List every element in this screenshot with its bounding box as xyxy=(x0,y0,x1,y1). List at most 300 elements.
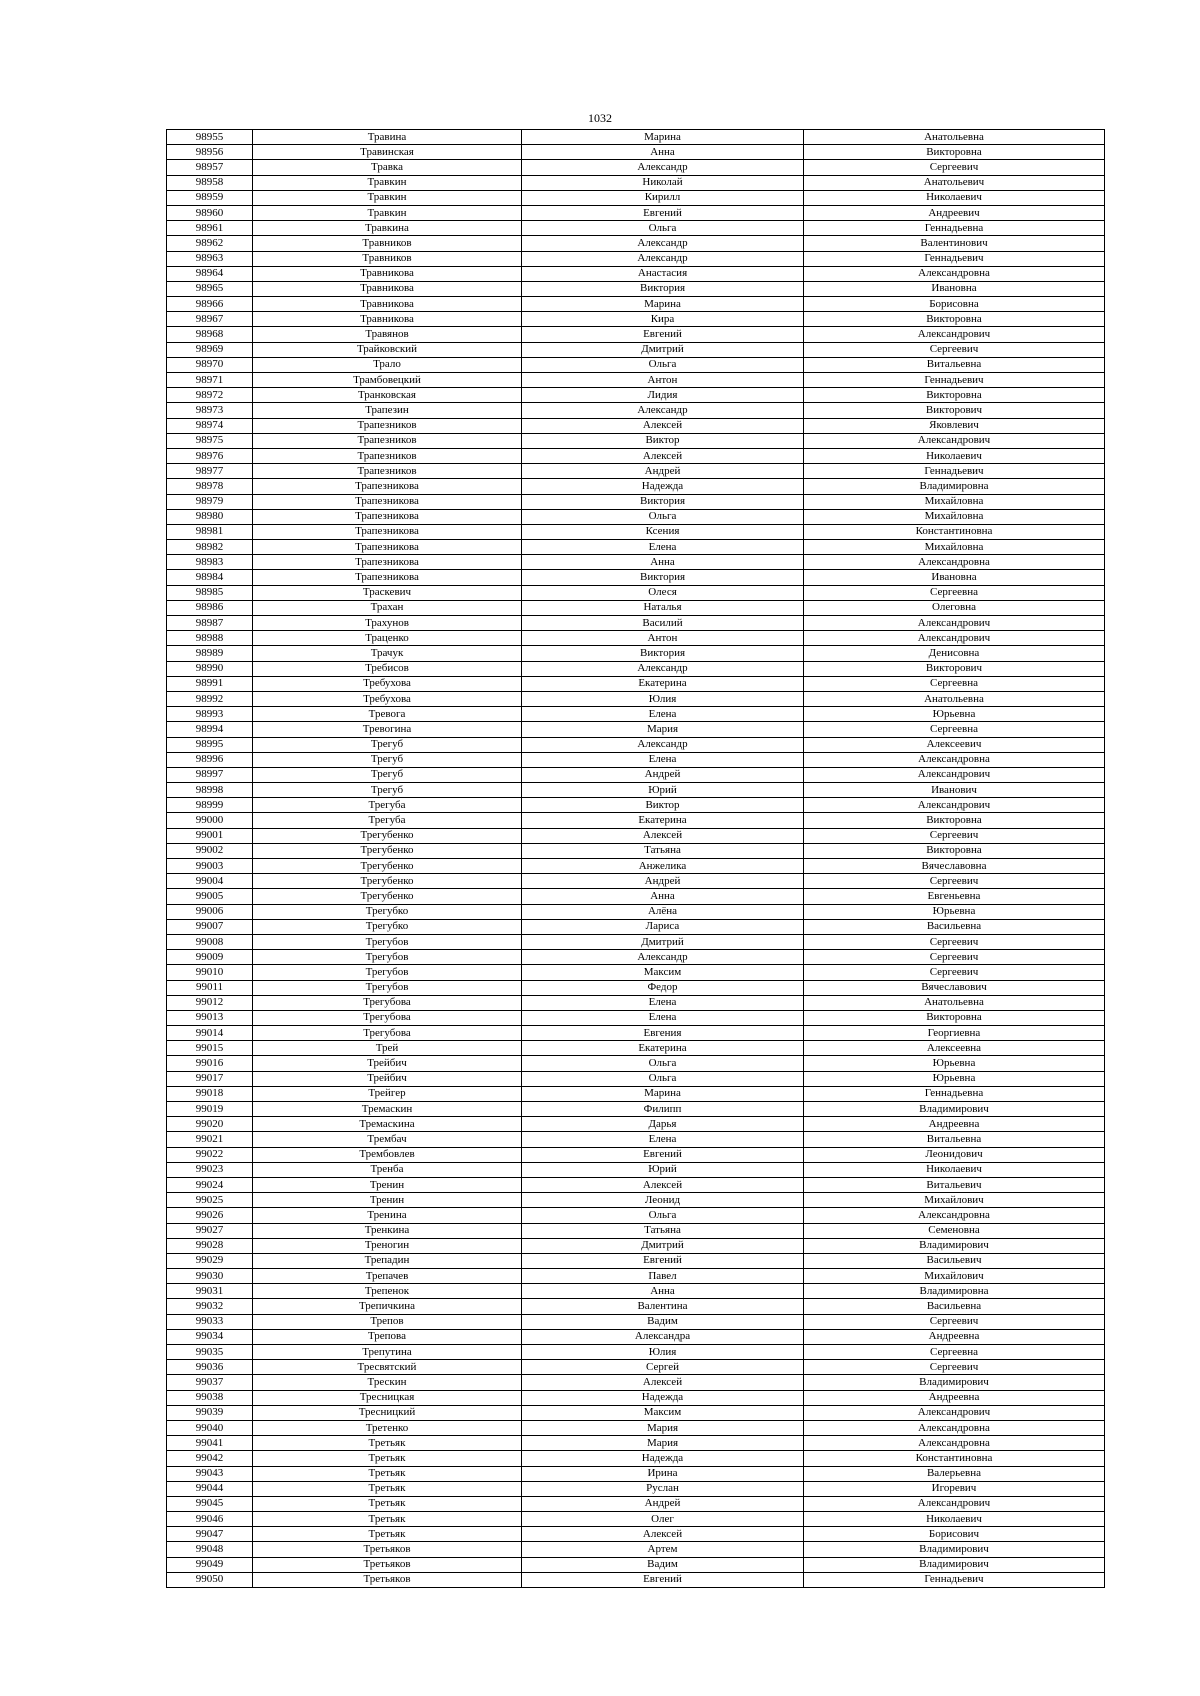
row-number-cell: 98982 xyxy=(167,540,253,555)
table-row xyxy=(167,1420,1105,1435)
table-row xyxy=(167,722,1105,737)
first-name-cell: Валентина xyxy=(522,1299,804,1314)
first-name-cell: Олеся xyxy=(522,585,804,600)
row-number-cell: 99044 xyxy=(167,1481,253,1496)
row-number-cell: 98961 xyxy=(167,221,253,236)
row-number-cell: 99010 xyxy=(167,965,253,980)
table-row xyxy=(167,646,1105,661)
last-name-cell: Трейбич xyxy=(253,1071,522,1086)
row-number-cell: 99041 xyxy=(167,1436,253,1451)
middle-name-cell: Владимирович xyxy=(804,1557,1105,1572)
last-name-cell: Травникова xyxy=(253,312,522,327)
middle-name-cell: Михайловна xyxy=(804,494,1105,509)
row-number-cell: 99050 xyxy=(167,1572,253,1587)
first-name-cell: Александр xyxy=(522,661,804,676)
last-name-cell: Трапезин xyxy=(253,403,522,418)
table-row xyxy=(167,1329,1105,1344)
last-name-cell: Травкин xyxy=(253,175,522,190)
last-name-cell: Травникова xyxy=(253,297,522,312)
first-name-cell: Александр xyxy=(522,236,804,251)
last-name-cell: Трегубов xyxy=(253,934,522,949)
last-name-cell: Третьяков xyxy=(253,1557,522,1572)
row-number-cell: 99015 xyxy=(167,1041,253,1056)
last-name-cell: Тремаскина xyxy=(253,1117,522,1132)
first-name-cell: Антон xyxy=(522,631,804,646)
table-row xyxy=(167,494,1105,509)
row-number-cell: 99042 xyxy=(167,1451,253,1466)
table-row xyxy=(167,1147,1105,1162)
row-number-cell: 98977 xyxy=(167,464,253,479)
row-number-cell: 98980 xyxy=(167,509,253,524)
row-number-cell: 99005 xyxy=(167,889,253,904)
middle-name-cell: Константиновна xyxy=(804,1451,1105,1466)
last-name-cell: Трембач xyxy=(253,1132,522,1147)
middle-name-cell: Сергеевич xyxy=(804,965,1105,980)
table-row xyxy=(167,1071,1105,1086)
table-row xyxy=(167,1542,1105,1557)
table-row xyxy=(167,1451,1105,1466)
middle-name-cell: Геннадьевич xyxy=(804,251,1105,266)
first-name-cell: Екатерина xyxy=(522,676,804,691)
middle-name-cell: Владимирович xyxy=(804,1375,1105,1390)
table-row xyxy=(167,1390,1105,1405)
last-name-cell: Трегубова xyxy=(253,1026,522,1041)
first-name-cell: Андрей xyxy=(522,1496,804,1511)
row-number-cell: 98957 xyxy=(167,160,253,175)
middle-name-cell: Геннадьевна xyxy=(804,1086,1105,1101)
last-name-cell: Тренина xyxy=(253,1208,522,1223)
page-number: 1032 xyxy=(588,111,612,125)
last-name-cell: Трегубенко xyxy=(253,889,522,904)
table-row xyxy=(167,1208,1105,1223)
first-name-cell: Дмитрий xyxy=(522,1238,804,1253)
row-number-cell: 99018 xyxy=(167,1086,253,1101)
first-name-cell: Алексей xyxy=(522,1177,804,1192)
first-name-cell: Евгений xyxy=(522,1572,804,1587)
first-name-cell: Юлия xyxy=(522,1345,804,1360)
last-name-cell: Трегубенко xyxy=(253,859,522,874)
row-number-cell: 99039 xyxy=(167,1405,253,1420)
first-name-cell: Александра xyxy=(522,1329,804,1344)
middle-name-cell: Александровна xyxy=(804,266,1105,281)
row-number-cell: 99009 xyxy=(167,950,253,965)
first-name-cell: Мария xyxy=(522,1420,804,1435)
middle-name-cell: Леонидович xyxy=(804,1147,1105,1162)
row-number-cell: 98994 xyxy=(167,722,253,737)
row-number-cell: 98981 xyxy=(167,524,253,539)
table-row xyxy=(167,661,1105,676)
last-name-cell: Трепов xyxy=(253,1314,522,1329)
first-name-cell: Александр xyxy=(522,403,804,418)
row-number-cell: 99046 xyxy=(167,1512,253,1527)
row-number-cell: 99034 xyxy=(167,1329,253,1344)
row-number-cell: 98959 xyxy=(167,190,253,205)
table-row xyxy=(167,190,1105,205)
middle-name-cell: Андреевна xyxy=(804,1117,1105,1132)
first-name-cell: Марина xyxy=(522,297,804,312)
middle-name-cell: Васильевна xyxy=(804,1299,1105,1314)
table-row xyxy=(167,1405,1105,1420)
last-name-cell: Трегуб xyxy=(253,783,522,798)
middle-name-cell: Юрьевна xyxy=(804,1056,1105,1071)
last-name-cell: Травкина xyxy=(253,221,522,236)
middle-name-cell: Александрович xyxy=(804,631,1105,646)
table-row xyxy=(167,342,1105,357)
middle-name-cell: Александрович xyxy=(804,616,1105,631)
table-row xyxy=(167,1557,1105,1572)
last-name-cell: Трепенок xyxy=(253,1284,522,1299)
row-number-cell: 99007 xyxy=(167,919,253,934)
row-number-cell: 98998 xyxy=(167,783,253,798)
first-name-cell: Наталья xyxy=(522,600,804,615)
table-row xyxy=(167,1269,1105,1284)
middle-name-cell: Александрович xyxy=(804,327,1105,342)
row-number-cell: 99038 xyxy=(167,1390,253,1405)
first-name-cell: Виктория xyxy=(522,494,804,509)
first-name-cell: Юрий xyxy=(522,1162,804,1177)
row-number-cell: 99049 xyxy=(167,1557,253,1572)
first-name-cell: Александр xyxy=(522,737,804,752)
row-number-cell: 98965 xyxy=(167,281,253,296)
first-name-cell: Евгений xyxy=(522,1253,804,1268)
row-number-cell: 98990 xyxy=(167,661,253,676)
row-number-cell: 99027 xyxy=(167,1223,253,1238)
middle-name-cell: Георгиевна xyxy=(804,1026,1105,1041)
middle-name-cell: Яковлевич xyxy=(804,418,1105,433)
middle-name-cell: Михайловна xyxy=(804,540,1105,555)
middle-name-cell: Алексеевич xyxy=(804,737,1105,752)
row-number-cell: 99031 xyxy=(167,1284,253,1299)
table-row xyxy=(167,783,1105,798)
first-name-cell: Алексей xyxy=(522,828,804,843)
middle-name-cell: Игоревич xyxy=(804,1481,1105,1496)
first-name-cell: Ольга xyxy=(522,509,804,524)
last-name-cell: Травина xyxy=(253,130,522,145)
middle-name-cell: Сергеевна xyxy=(804,1345,1105,1360)
row-number-cell: 99008 xyxy=(167,934,253,949)
first-name-cell: Лидия xyxy=(522,388,804,403)
last-name-cell: Трепутина xyxy=(253,1345,522,1360)
table-row xyxy=(167,707,1105,722)
middle-name-cell: Анатольевич xyxy=(804,175,1105,190)
first-name-cell: Евгений xyxy=(522,327,804,342)
row-number-cell: 98985 xyxy=(167,585,253,600)
middle-name-cell: Борисовна xyxy=(804,297,1105,312)
row-number-cell: 98989 xyxy=(167,646,253,661)
table-row xyxy=(167,524,1105,539)
row-number-cell: 99011 xyxy=(167,980,253,995)
first-name-cell: Андрей xyxy=(522,767,804,782)
middle-name-cell: Юрьевна xyxy=(804,1071,1105,1086)
row-number-cell: 98967 xyxy=(167,312,253,327)
row-number-cell: 99029 xyxy=(167,1253,253,1268)
table-row xyxy=(167,1177,1105,1192)
row-number-cell: 99019 xyxy=(167,1102,253,1117)
middle-name-cell: Михайловна xyxy=(804,509,1105,524)
table-row xyxy=(167,266,1105,281)
row-number-cell: 99032 xyxy=(167,1299,253,1314)
first-name-cell: Лариса xyxy=(522,919,804,934)
first-name-cell: Андрей xyxy=(522,874,804,889)
first-name-cell: Дарья xyxy=(522,1117,804,1132)
table-row xyxy=(167,1314,1105,1329)
row-number-cell: 99026 xyxy=(167,1208,253,1223)
last-name-cell: Трайковский xyxy=(253,342,522,357)
last-name-cell: Трегуба xyxy=(253,813,522,828)
middle-name-cell: Валерьевна xyxy=(804,1466,1105,1481)
last-name-cell: Трегуб xyxy=(253,767,522,782)
first-name-cell: Елена xyxy=(522,1132,804,1147)
table-row xyxy=(167,251,1105,266)
first-name-cell: Филипп xyxy=(522,1102,804,1117)
middle-name-cell: Викторовна xyxy=(804,145,1105,160)
first-name-cell: Виктория xyxy=(522,281,804,296)
first-name-cell: Федор xyxy=(522,980,804,995)
middle-name-cell: Александрович xyxy=(804,1405,1105,1420)
first-name-cell: Екатерина xyxy=(522,813,804,828)
table-row xyxy=(167,752,1105,767)
row-number-cell: 99030 xyxy=(167,1269,253,1284)
row-number-cell: 98992 xyxy=(167,691,253,706)
first-name-cell: Максим xyxy=(522,1405,804,1420)
last-name-cell: Тренин xyxy=(253,1193,522,1208)
middle-name-cell: Сергеевна xyxy=(804,676,1105,691)
middle-name-cell: Александровна xyxy=(804,1436,1105,1451)
first-name-cell: Алексей xyxy=(522,1375,804,1390)
middle-name-cell: Иванович xyxy=(804,783,1105,798)
table-row xyxy=(167,388,1105,403)
middle-name-cell: Андреевич xyxy=(804,205,1105,220)
table-row xyxy=(167,1284,1105,1299)
first-name-cell: Павел xyxy=(522,1269,804,1284)
table-row xyxy=(167,980,1105,995)
table-row xyxy=(167,1223,1105,1238)
first-name-cell: Елена xyxy=(522,995,804,1010)
middle-name-cell: Витальевна xyxy=(804,1132,1105,1147)
table-row xyxy=(167,691,1105,706)
row-number-cell: 99033 xyxy=(167,1314,253,1329)
first-name-cell: Максим xyxy=(522,965,804,980)
last-name-cell: Третьяк xyxy=(253,1466,522,1481)
first-name-cell: Алексей xyxy=(522,418,804,433)
table-row xyxy=(167,448,1105,463)
first-name-cell: Анна xyxy=(522,145,804,160)
first-name-cell: Руслан xyxy=(522,1481,804,1496)
first-name-cell: Анжелика xyxy=(522,859,804,874)
table-row xyxy=(167,585,1105,600)
table-row xyxy=(167,828,1105,843)
last-name-cell: Трегубко xyxy=(253,904,522,919)
first-name-cell: Василий xyxy=(522,616,804,631)
table-row xyxy=(167,1527,1105,1542)
table-row xyxy=(167,221,1105,236)
middle-name-cell: Васильевна xyxy=(804,919,1105,934)
middle-name-cell: Сергеевич xyxy=(804,874,1105,889)
first-name-cell: Анна xyxy=(522,555,804,570)
table-row xyxy=(167,418,1105,433)
table-row xyxy=(167,236,1105,251)
table-row xyxy=(167,1041,1105,1056)
row-number-cell: 99024 xyxy=(167,1177,253,1192)
row-number-cell: 99023 xyxy=(167,1162,253,1177)
first-name-cell: Татьяна xyxy=(522,1223,804,1238)
last-name-cell: Трачук xyxy=(253,646,522,661)
last-name-cell: Трескин xyxy=(253,1375,522,1390)
table-row xyxy=(167,1253,1105,1268)
table-row xyxy=(167,889,1105,904)
row-number-cell: 98986 xyxy=(167,600,253,615)
table-row xyxy=(167,1375,1105,1390)
last-name-cell: Трегубенко xyxy=(253,828,522,843)
first-name-cell: Татьяна xyxy=(522,843,804,858)
middle-name-cell: Александровна xyxy=(804,1420,1105,1435)
middle-name-cell: Сергеевич xyxy=(804,1360,1105,1375)
row-number-cell: 99047 xyxy=(167,1527,253,1542)
last-name-cell: Трегубов xyxy=(253,950,522,965)
row-number-cell: 99002 xyxy=(167,843,253,858)
table-row xyxy=(167,798,1105,813)
table-row xyxy=(167,327,1105,342)
table-row xyxy=(167,904,1105,919)
table-row xyxy=(167,1512,1105,1527)
table-row xyxy=(167,767,1105,782)
row-number-cell: 99020 xyxy=(167,1117,253,1132)
last-name-cell: Травникова xyxy=(253,266,522,281)
row-number-cell: 99017 xyxy=(167,1071,253,1086)
row-number-cell: 98962 xyxy=(167,236,253,251)
row-number-cell: 98969 xyxy=(167,342,253,357)
row-number-cell: 99006 xyxy=(167,904,253,919)
last-name-cell: Третьяк xyxy=(253,1451,522,1466)
middle-name-cell: Викторовна xyxy=(804,843,1105,858)
middle-name-cell: Геннадьевич xyxy=(804,464,1105,479)
last-name-cell: Трепова xyxy=(253,1329,522,1344)
middle-name-cell: Александрович xyxy=(804,798,1105,813)
row-number-cell: 98960 xyxy=(167,205,253,220)
middle-name-cell: Васильевич xyxy=(804,1253,1105,1268)
last-name-cell: Трегубова xyxy=(253,1010,522,1025)
row-number-cell: 98955 xyxy=(167,130,253,145)
first-name-cell: Александр xyxy=(522,950,804,965)
last-name-cell: Травянов xyxy=(253,327,522,342)
first-name-cell: Ольга xyxy=(522,1056,804,1071)
table-row xyxy=(167,145,1105,160)
table-row xyxy=(167,1345,1105,1360)
last-name-cell: Трапезников xyxy=(253,418,522,433)
table-row xyxy=(167,843,1105,858)
last-name-cell: Трепичкина xyxy=(253,1299,522,1314)
first-name-cell: Леонид xyxy=(522,1193,804,1208)
first-name-cell: Елена xyxy=(522,707,804,722)
last-name-cell: Травников xyxy=(253,251,522,266)
first-name-cell: Ольга xyxy=(522,1071,804,1086)
middle-name-cell: Николаевич xyxy=(804,1162,1105,1177)
last-name-cell: Тренба xyxy=(253,1162,522,1177)
last-name-cell: Трапезников xyxy=(253,433,522,448)
last-name-cell: Третьяк xyxy=(253,1512,522,1527)
table-row xyxy=(167,479,1105,494)
middle-name-cell: Михайлович xyxy=(804,1269,1105,1284)
last-name-cell: Трегуба xyxy=(253,798,522,813)
row-number-cell: 98983 xyxy=(167,555,253,570)
row-number-cell: 98964 xyxy=(167,266,253,281)
row-number-cell: 99021 xyxy=(167,1132,253,1147)
last-name-cell: Травникова xyxy=(253,281,522,296)
middle-name-cell: Владимировна xyxy=(804,1284,1105,1299)
table-row xyxy=(167,433,1105,448)
middle-name-cell: Викторовна xyxy=(804,813,1105,828)
middle-name-cell: Викторовна xyxy=(804,312,1105,327)
last-name-cell: Трегуб xyxy=(253,737,522,752)
first-name-cell: Вадим xyxy=(522,1314,804,1329)
row-number-cell: 99045 xyxy=(167,1496,253,1511)
first-name-cell: Евгений xyxy=(522,205,804,220)
table-row xyxy=(167,281,1105,296)
table-row xyxy=(167,312,1105,327)
table-row xyxy=(167,1360,1105,1375)
middle-name-cell: Ивановна xyxy=(804,570,1105,585)
table-row xyxy=(167,403,1105,418)
middle-name-cell: Сергеевич xyxy=(804,950,1105,965)
row-number-cell: 98956 xyxy=(167,145,253,160)
middle-name-cell: Борисович xyxy=(804,1527,1105,1542)
table-row xyxy=(167,555,1105,570)
first-name-cell: Александр xyxy=(522,160,804,175)
row-number-cell: 99028 xyxy=(167,1238,253,1253)
middle-name-cell: Алексеевна xyxy=(804,1041,1105,1056)
last-name-cell: Тресницкий xyxy=(253,1405,522,1420)
last-name-cell: Трепачев xyxy=(253,1269,522,1284)
table-row xyxy=(167,130,1105,145)
first-name-cell: Анастасия xyxy=(522,266,804,281)
table-row xyxy=(167,509,1105,524)
registry-table xyxy=(166,129,1105,1588)
last-name-cell: Трапезников xyxy=(253,448,522,463)
last-name-cell: Травка xyxy=(253,160,522,175)
last-name-cell: Трахунов xyxy=(253,616,522,631)
table-row xyxy=(167,631,1105,646)
row-number-cell: 98996 xyxy=(167,752,253,767)
last-name-cell: Травинская xyxy=(253,145,522,160)
middle-name-cell: Вячеславович xyxy=(804,980,1105,995)
last-name-cell: Трапезникова xyxy=(253,570,522,585)
row-number-cell: 98972 xyxy=(167,388,253,403)
first-name-cell: Елена xyxy=(522,752,804,767)
last-name-cell: Трапезникова xyxy=(253,494,522,509)
row-number-cell: 98984 xyxy=(167,570,253,585)
last-name-cell: Третенко xyxy=(253,1420,522,1435)
first-name-cell: Елена xyxy=(522,540,804,555)
table-row xyxy=(167,357,1105,372)
first-name-cell: Евгений xyxy=(522,1147,804,1162)
last-name-cell: Требухова xyxy=(253,676,522,691)
last-name-cell: Третьяк xyxy=(253,1496,522,1511)
table-row xyxy=(167,1026,1105,1041)
middle-name-cell: Вячеславовна xyxy=(804,859,1105,874)
middle-name-cell: Владимирович xyxy=(804,1542,1105,1557)
first-name-cell: Ольга xyxy=(522,1208,804,1223)
last-name-cell: Трегубов xyxy=(253,980,522,995)
middle-name-cell: Анатольевна xyxy=(804,691,1105,706)
middle-name-cell: Сергеевна xyxy=(804,722,1105,737)
table-row xyxy=(167,570,1105,585)
last-name-cell: Третьяк xyxy=(253,1436,522,1451)
row-number-cell: 98968 xyxy=(167,327,253,342)
last-name-cell: Требисов xyxy=(253,661,522,676)
middle-name-cell: Сергеевич xyxy=(804,828,1105,843)
table-row xyxy=(167,1299,1105,1314)
first-name-cell: Ольга xyxy=(522,221,804,236)
